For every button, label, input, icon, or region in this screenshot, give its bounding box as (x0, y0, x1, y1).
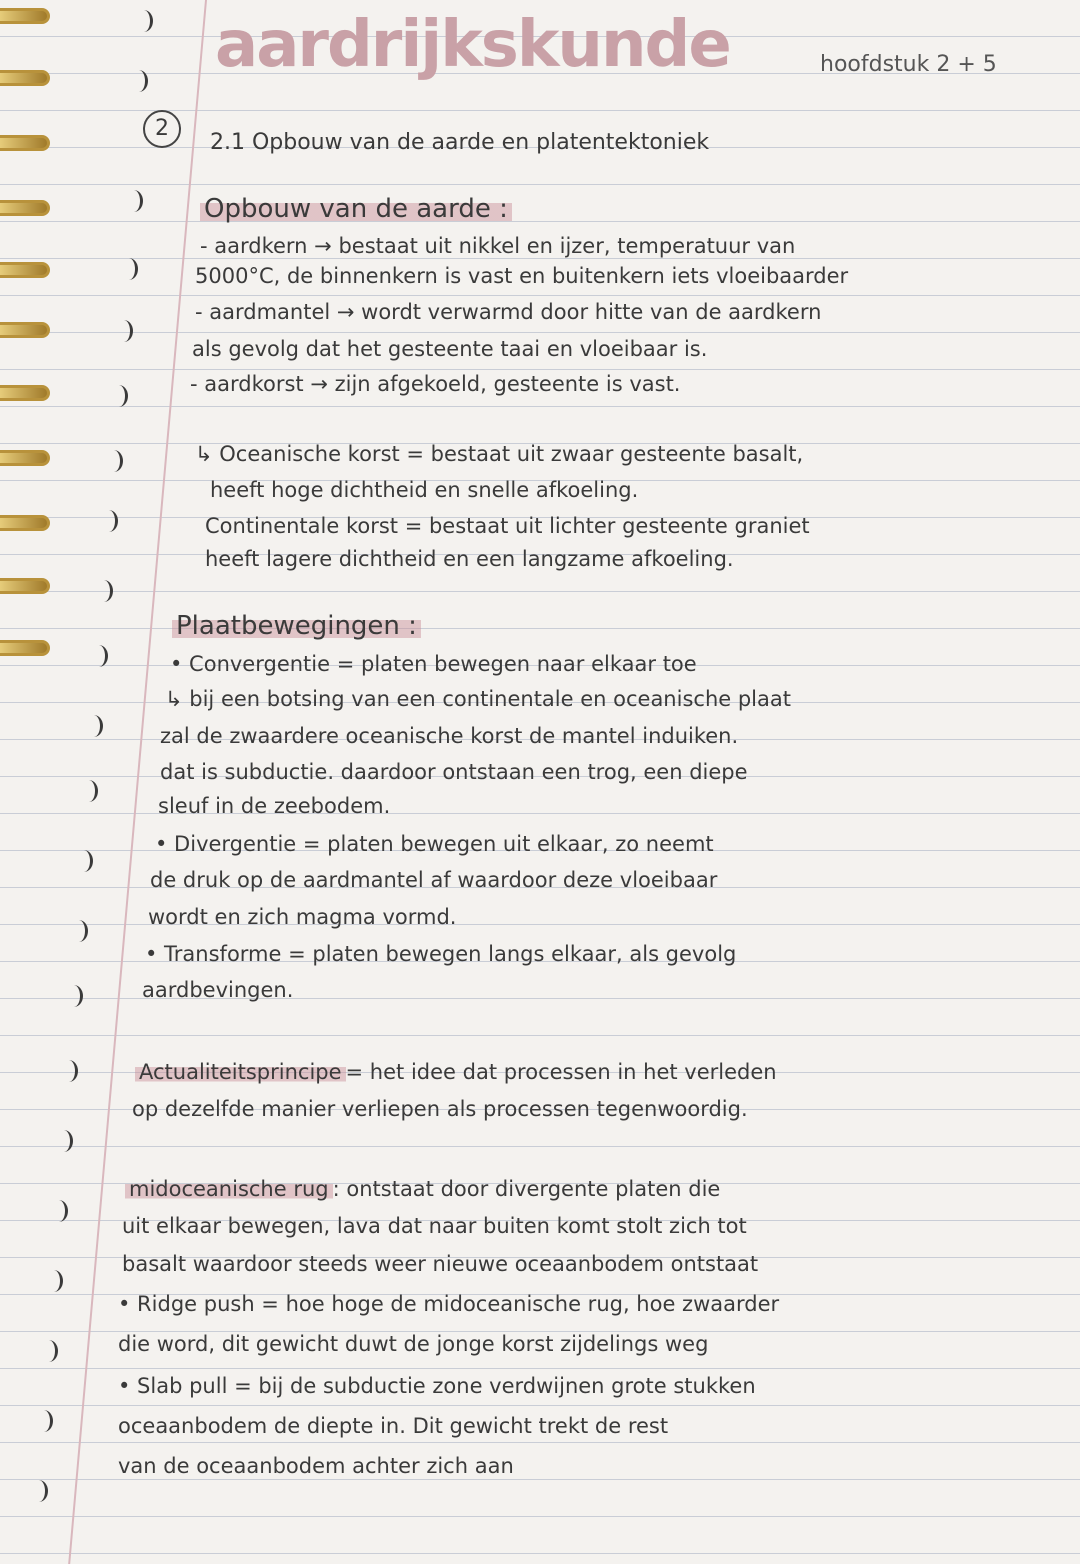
spiral-ring (0, 578, 50, 594)
text-line: - aardkorst → zijn afgekoeld, gesteente is vast. (190, 372, 681, 396)
binder-hole (105, 450, 123, 472)
text-line: sleuf in de zeebodem. (158, 794, 391, 818)
binder-hole (125, 190, 143, 212)
heading-plaatbewegingen: Plaatbewegingen : (172, 612, 421, 640)
text-line: van de oceaanbodem achter zich aan (118, 1454, 514, 1478)
spiral-binding (0, 0, 60, 1564)
text-line: ↳ Oceanische korst = bestaat uit zwaar gesteente basalt, (195, 442, 804, 466)
binder-hole (90, 645, 108, 667)
binder-hole (30, 1480, 48, 1502)
text-line: dat is subductie. daardoor ontstaan een trog, een diepe (160, 760, 748, 784)
spiral-ring (0, 200, 50, 216)
text-line: wordt en zich magma vormd. (148, 905, 457, 929)
spiral-ring (0, 450, 50, 466)
spiral-ring (0, 70, 50, 86)
binder-hole (35, 1410, 53, 1432)
text-line: • Divergentie = platen bewegen uit elkaar, zo neemt (155, 832, 714, 856)
term-midoceanische-rug: midoceanische rug (125, 1177, 333, 1201)
text-line-actualiteit: Actualiteitsprincipe = het idee dat processen in het verleden (135, 1058, 777, 1086)
chapter-number: 2 (143, 110, 181, 148)
text-line: op dezelfde manier verliepen als processen tegenwoordig. (132, 1097, 748, 1121)
text-line: ↳ bij een botsing van een continentale en oceanische plaat (165, 687, 791, 711)
text-line: als gevolg dat het gesteente taai en vloeibaar is. (192, 337, 708, 361)
binder-hole (55, 1130, 73, 1152)
binder-hole (45, 1270, 63, 1292)
text-line: • Slab pull = bij de subductie zone verdwijnen grote stukken (118, 1374, 756, 1398)
text-line: - aardmantel → wordt verwarmd door hitte van de aardkern (195, 300, 822, 324)
text-line: • Transforme = platen bewegen langs elkaar, als gevolg (145, 942, 737, 966)
spiral-ring (0, 322, 50, 338)
binder-hole (110, 385, 128, 407)
spiral-ring (0, 385, 50, 401)
binder-hole (135, 10, 153, 32)
text-line: aardbevingen. (142, 978, 294, 1002)
binder-hole (100, 510, 118, 532)
binder-hole (85, 715, 103, 737)
spiral-ring (0, 515, 50, 531)
binder-hole (130, 70, 148, 92)
text-line: die word, dit gewicht duwt de jonge korst zijdelings weg (118, 1332, 709, 1356)
text-line-midoceaan: midoceanische rug : ontstaat door divergente platen die (125, 1175, 720, 1203)
text-line: heeft lagere dichtheid en een langzame afkoeling. (205, 547, 734, 571)
text-line: • Convergentie = platen bewegen naar elkaar toe (170, 652, 697, 676)
binder-hole (95, 580, 113, 602)
text-line: oceaanbodem de diepte in. Dit gewicht trekt de rest (118, 1414, 669, 1438)
binder-hole (120, 258, 138, 280)
spiral-ring (0, 640, 50, 656)
spiral-ring (0, 8, 50, 24)
text-line: Continentale korst = bestaat uit lichter gesteente graniet (205, 514, 810, 538)
binder-hole (70, 920, 88, 942)
spiral-ring (0, 135, 50, 151)
text-line: 5000°C, de binnenkern is vast en buitenkern iets vloeibaarder (195, 264, 849, 288)
spiral-ring (0, 262, 50, 278)
binder-hole (115, 320, 133, 342)
page-subtitle: hoofdstuk 2 + 5 (820, 52, 997, 77)
binder-hole (75, 850, 93, 872)
text-line: basalt waardoor steeds weer nieuwe oceaanbodem ontstaat (122, 1252, 759, 1276)
section-title: 2.1 Opbouw van de aarde en platentektoniek (210, 130, 710, 155)
binder-hole (50, 1200, 68, 1222)
binder-hole (60, 1060, 78, 1082)
page-title: aardrijkskunde (215, 8, 730, 82)
binder-hole (80, 780, 98, 802)
text-line: uit elkaar bewegen, lava dat naar buiten komt stolt zich tot (122, 1214, 747, 1238)
text-line: heeft hoge dichtheid en snelle afkoeling. (210, 478, 639, 502)
heading-opbouw: Opbouw van de aarde : (200, 195, 512, 223)
text-line: zal de zwaardere oceanische korst de mantel induiken. (160, 724, 739, 748)
term-actualiteitsprincipe: Actualiteitsprincipe (135, 1060, 346, 1084)
binder-hole (65, 985, 83, 1007)
binder-hole (40, 1340, 58, 1362)
text-line: • Ridge push = hoe hoge de midoceanische rug, hoe zwaarder (118, 1292, 780, 1316)
text-line: de druk op de aardmantel af waardoor deze vloeibaar (150, 868, 718, 892)
text-line: - aardkern → bestaat uit nikkel en ijzer, temperatuur van (200, 234, 796, 258)
